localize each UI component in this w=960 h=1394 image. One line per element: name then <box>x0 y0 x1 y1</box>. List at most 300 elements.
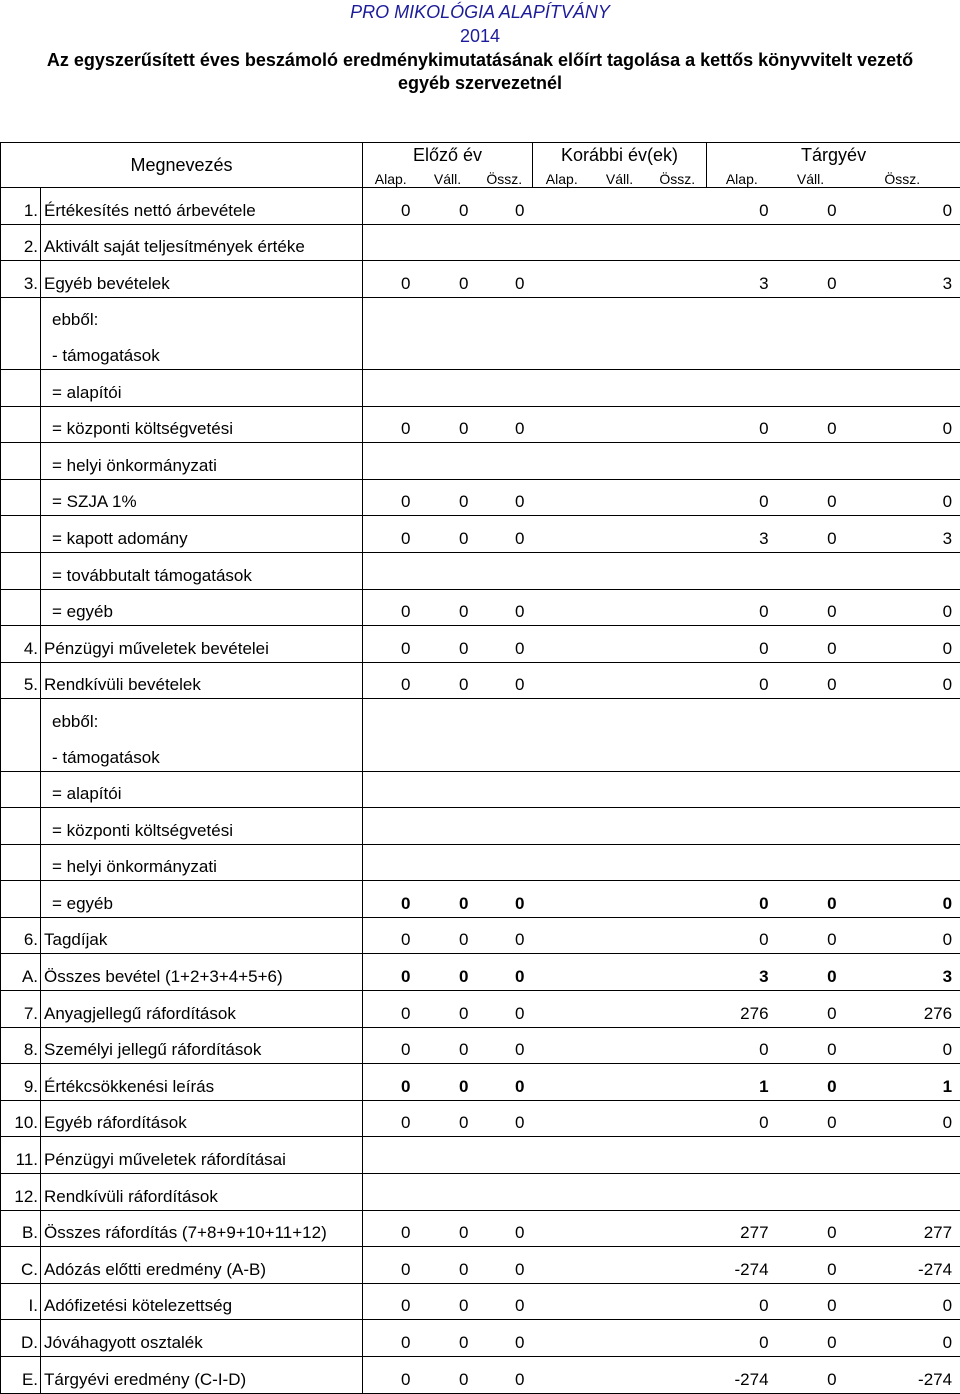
table-row <box>1 1027 960 1064</box>
row-label: Pénzügyi műveletek bevételei <box>41 626 363 663</box>
value-cell: 0 <box>419 1100 477 1137</box>
table-row <box>1 261 960 298</box>
value-cell: 0 <box>845 1100 960 1137</box>
row-index: 10. <box>1 1100 41 1137</box>
value-cell <box>477 1137 533 1174</box>
value-cell: 0 <box>419 406 477 443</box>
value-cell: 0 <box>777 917 845 954</box>
value-cell: 0 <box>777 954 845 991</box>
value-cell: 0 <box>777 1100 845 1137</box>
value-cell <box>591 479 649 516</box>
value-cell <box>649 552 707 589</box>
value-cell: 0 <box>419 516 477 553</box>
value-cell <box>533 1027 591 1064</box>
value-cell <box>533 662 591 699</box>
value-cell <box>845 297 960 333</box>
value-cell: 0 <box>363 626 419 663</box>
value-cell <box>363 699 419 735</box>
value-cell <box>533 406 591 443</box>
value-cell <box>649 406 707 443</box>
value-cell: 0 <box>419 1210 477 1247</box>
value-cell: 0 <box>777 1247 845 1284</box>
value-cell <box>477 1174 533 1211</box>
value-cell <box>533 699 591 735</box>
value-cell: 0 <box>419 991 477 1028</box>
value-cell: 0 <box>477 954 533 991</box>
value-cell: 0 <box>845 1320 960 1357</box>
value-cell <box>707 552 777 589</box>
value-cell <box>363 844 419 881</box>
value-cell: 0 <box>419 662 477 699</box>
value-cell <box>649 1137 707 1174</box>
value-cell <box>845 224 960 261</box>
value-cell: 0 <box>477 1064 533 1101</box>
row-index <box>1 808 41 845</box>
table-row <box>1 1064 960 1101</box>
value-cell: -274 <box>845 1357 960 1394</box>
table-row <box>1 1357 960 1394</box>
value-cell: 0 <box>363 917 419 954</box>
row-label: Összes bevétel (1+2+3+4+5+6) <box>41 954 363 991</box>
value-cell <box>419 552 477 589</box>
row-index <box>1 589 41 626</box>
value-cell: 0 <box>777 589 845 626</box>
value-cell: 0 <box>363 1357 419 1394</box>
table-row <box>1 771 960 808</box>
value-cell <box>777 771 845 808</box>
value-cell: 277 <box>707 1210 777 1247</box>
value-cell: 0 <box>707 406 777 443</box>
value-cell <box>707 808 777 845</box>
row-index <box>1 735 41 771</box>
value-cell <box>419 771 477 808</box>
value-cell: 0 <box>363 516 419 553</box>
value-cell <box>477 297 533 333</box>
row-index: 4. <box>1 626 41 663</box>
value-cell: 3 <box>707 261 777 298</box>
row-label: Értékcsökkenési leírás <box>41 1064 363 1101</box>
value-cell <box>649 1027 707 1064</box>
value-cell <box>591 662 649 699</box>
value-cell <box>707 224 777 261</box>
value-cell <box>591 808 649 845</box>
value-cell: 0 <box>777 479 845 516</box>
table-row <box>1 954 960 991</box>
value-cell <box>591 297 649 333</box>
value-cell <box>477 443 533 480</box>
value-cell <box>707 333 777 369</box>
value-cell <box>591 1247 649 1284</box>
table-row <box>1 881 960 918</box>
row-index: 7. <box>1 991 41 1028</box>
value-cell <box>649 188 707 225</box>
value-cell <box>649 771 707 808</box>
row-index <box>1 406 41 443</box>
value-cell: 0 <box>777 261 845 298</box>
group-header-previous-year: Előző év <box>363 143 533 167</box>
value-cell: 0 <box>777 881 845 918</box>
value-cell <box>533 297 591 333</box>
value-cell <box>533 261 591 298</box>
value-cell <box>363 297 419 333</box>
value-cell <box>419 369 477 406</box>
value-cell <box>533 369 591 406</box>
value-cell: 0 <box>477 406 533 443</box>
value-cell <box>707 297 777 333</box>
value-cell <box>707 369 777 406</box>
table-row <box>1 662 960 699</box>
value-cell: 0 <box>845 589 960 626</box>
value-cell <box>591 516 649 553</box>
value-cell <box>591 881 649 918</box>
value-cell <box>649 1357 707 1394</box>
value-cell: 0 <box>419 954 477 991</box>
value-cell: 0 <box>363 954 419 991</box>
value-cell <box>707 699 777 735</box>
row-label: Adófizetési kötelezettség <box>41 1283 363 1320</box>
value-cell <box>649 991 707 1028</box>
table-row <box>1 369 960 406</box>
row-index: 8. <box>1 1027 41 1064</box>
table-row <box>1 589 960 626</box>
row-index: 12. <box>1 1174 41 1211</box>
value-cell: 0 <box>419 881 477 918</box>
value-cell <box>363 369 419 406</box>
value-cell: 276 <box>707 991 777 1028</box>
value-cell: 276 <box>845 991 960 1028</box>
row-index: 6. <box>1 917 41 954</box>
value-cell: 0 <box>363 406 419 443</box>
value-cell <box>533 1357 591 1394</box>
group-header-earlier-years: Korábbi év(ek) <box>533 143 707 167</box>
value-cell: 0 <box>707 881 777 918</box>
value-cell <box>845 771 960 808</box>
value-cell <box>707 844 777 881</box>
row-label: ebből: <box>41 297 363 333</box>
value-cell <box>845 844 960 881</box>
value-cell <box>707 1137 777 1174</box>
value-cell <box>845 1174 960 1211</box>
value-cell <box>533 188 591 225</box>
value-cell <box>649 1064 707 1101</box>
value-cell <box>649 516 707 553</box>
value-cell <box>777 224 845 261</box>
value-cell: 0 <box>477 662 533 699</box>
value-cell: 0 <box>477 1247 533 1284</box>
row-label: = továbbutalt támogatások <box>41 552 363 589</box>
value-cell: 3 <box>707 954 777 991</box>
value-cell: 0 <box>477 479 533 516</box>
value-cell <box>591 917 649 954</box>
value-cell: 3 <box>845 261 960 298</box>
value-cell <box>419 735 477 771</box>
value-cell: 0 <box>707 1283 777 1320</box>
table-row <box>1 1283 960 1320</box>
value-cell: 0 <box>419 1320 477 1357</box>
value-cell <box>777 1137 845 1174</box>
value-cell <box>591 406 649 443</box>
table-row <box>1 1137 960 1174</box>
row-index: 9. <box>1 1064 41 1101</box>
value-cell <box>649 297 707 333</box>
subheader-ossz: Össz. <box>649 166 707 188</box>
subheader-vall: Váll. <box>591 166 649 188</box>
value-cell <box>649 626 707 663</box>
value-cell: 0 <box>477 1357 533 1394</box>
value-cell: 1 <box>845 1064 960 1101</box>
value-cell <box>777 1174 845 1211</box>
value-cell <box>649 1247 707 1284</box>
value-cell <box>363 552 419 589</box>
value-cell <box>845 552 960 589</box>
value-cell <box>591 369 649 406</box>
value-cell <box>477 844 533 881</box>
value-cell: 0 <box>477 188 533 225</box>
row-label: Tagdíjak <box>41 917 363 954</box>
value-cell: 3 <box>707 516 777 553</box>
value-cell <box>477 808 533 845</box>
value-cell <box>591 333 649 369</box>
row-label: Pénzügyi műveletek ráfordításai <box>41 1137 363 1174</box>
value-cell: 0 <box>707 1027 777 1064</box>
report-title-line2: egyéb szervezetnél <box>0 72 960 94</box>
row-index <box>1 699 41 735</box>
value-cell <box>533 1247 591 1284</box>
value-cell: 0 <box>777 1320 845 1357</box>
value-cell: -274 <box>707 1247 777 1284</box>
value-cell: 0 <box>419 1027 477 1064</box>
value-cell <box>845 369 960 406</box>
value-cell <box>845 333 960 369</box>
value-cell <box>649 261 707 298</box>
value-cell <box>591 735 649 771</box>
row-label: Egyéb ráfordítások <box>41 1100 363 1137</box>
value-cell <box>477 552 533 589</box>
value-cell: 0 <box>477 917 533 954</box>
value-cell: 0 <box>363 1100 419 1137</box>
subheader-ossz: Össz. <box>845 166 960 188</box>
value-cell <box>591 699 649 735</box>
report-title-line1: Az egyszerűsített éves beszámoló eredménykimutatásának előírt tagolása a kettős könyvvitelt vezető <box>0 49 960 71</box>
value-cell <box>363 443 419 480</box>
value-cell: 0 <box>777 626 845 663</box>
value-cell <box>649 1210 707 1247</box>
value-cell <box>533 1320 591 1357</box>
value-cell <box>477 333 533 369</box>
value-cell: 0 <box>845 626 960 663</box>
value-cell <box>419 1137 477 1174</box>
value-cell <box>533 1174 591 1211</box>
value-cell <box>649 589 707 626</box>
value-cell <box>533 626 591 663</box>
row-label: - támogatások <box>41 333 363 369</box>
value-cell: 0 <box>707 479 777 516</box>
row-index: 2. <box>1 224 41 261</box>
value-cell: 0 <box>777 406 845 443</box>
value-cell <box>649 479 707 516</box>
value-cell: 0 <box>363 1064 419 1101</box>
value-cell <box>591 844 649 881</box>
value-cell: 0 <box>477 516 533 553</box>
subheader-ossz: Össz. <box>477 166 533 188</box>
value-cell <box>777 443 845 480</box>
value-cell <box>777 333 845 369</box>
value-cell <box>649 735 707 771</box>
value-cell <box>649 662 707 699</box>
value-cell <box>591 261 649 298</box>
value-cell <box>419 443 477 480</box>
value-cell: 0 <box>363 1320 419 1357</box>
table-row <box>1 297 960 333</box>
value-cell <box>533 1137 591 1174</box>
row-label: = alapítói <box>41 771 363 808</box>
row-index <box>1 297 41 333</box>
value-cell <box>591 1320 649 1357</box>
row-label: Egyéb bevételek <box>41 261 363 298</box>
row-index <box>1 552 41 589</box>
value-cell <box>777 844 845 881</box>
value-cell: 0 <box>777 1357 845 1394</box>
table-row <box>1 443 960 480</box>
value-cell <box>591 991 649 1028</box>
value-cell <box>649 1320 707 1357</box>
table-row <box>1 735 960 771</box>
value-cell: 0 <box>419 626 477 663</box>
table-row <box>1 991 960 1028</box>
value-cell <box>363 1137 419 1174</box>
value-cell <box>363 1174 419 1211</box>
value-cell <box>777 808 845 845</box>
value-cell <box>591 589 649 626</box>
row-index: 11. <box>1 1137 41 1174</box>
value-cell: 0 <box>477 991 533 1028</box>
table-row <box>1 406 960 443</box>
row-index <box>1 333 41 369</box>
value-cell <box>649 224 707 261</box>
table-row <box>1 224 960 261</box>
value-cell <box>707 1174 777 1211</box>
value-cell <box>533 954 591 991</box>
value-cell <box>533 771 591 808</box>
value-cell <box>591 1064 649 1101</box>
value-cell <box>845 1137 960 1174</box>
value-cell <box>707 735 777 771</box>
value-cell: 0 <box>777 662 845 699</box>
value-cell <box>845 735 960 771</box>
value-cell <box>649 954 707 991</box>
value-cell <box>477 369 533 406</box>
value-cell: 0 <box>419 589 477 626</box>
value-cell: 1 <box>707 1064 777 1101</box>
row-label: = helyi önkormányzati <box>41 443 363 480</box>
value-cell <box>649 1100 707 1137</box>
value-cell: 0 <box>845 662 960 699</box>
value-cell: 0 <box>707 626 777 663</box>
value-cell: 0 <box>363 881 419 918</box>
value-cell: 0 <box>777 1283 845 1320</box>
value-cell <box>649 699 707 735</box>
row-label: Személyi jellegű ráfordítások <box>41 1027 363 1064</box>
value-cell <box>363 735 419 771</box>
value-cell: 0 <box>707 917 777 954</box>
value-cell: 0 <box>363 261 419 298</box>
row-label: = egyéb <box>41 881 363 918</box>
row-label: = helyi önkormányzati <box>41 844 363 881</box>
value-cell <box>845 808 960 845</box>
value-cell: -274 <box>845 1247 960 1284</box>
value-cell: 0 <box>845 1027 960 1064</box>
row-index: 5. <box>1 662 41 699</box>
row-index: 3. <box>1 261 41 298</box>
value-cell <box>591 552 649 589</box>
value-cell <box>533 1064 591 1101</box>
report-year: 2014 <box>0 25 960 47</box>
row-index: 1. <box>1 188 41 225</box>
table-row <box>1 1100 960 1137</box>
row-label: ebből: <box>41 699 363 735</box>
column-header-name: Megnevezés <box>1 143 363 188</box>
table-row <box>1 479 960 516</box>
value-cell <box>533 808 591 845</box>
value-cell <box>591 1357 649 1394</box>
value-cell <box>363 771 419 808</box>
value-cell <box>649 1174 707 1211</box>
value-cell: 0 <box>845 917 960 954</box>
value-cell <box>477 735 533 771</box>
value-cell <box>649 844 707 881</box>
value-cell: 0 <box>845 188 960 225</box>
value-cell <box>533 881 591 918</box>
row-label: Tárgyévi eredmény (C-I-D) <box>41 1357 363 1394</box>
value-cell <box>649 917 707 954</box>
row-index <box>1 844 41 881</box>
row-index: D. <box>1 1320 41 1357</box>
row-index <box>1 771 41 808</box>
value-cell <box>477 771 533 808</box>
value-cell <box>533 224 591 261</box>
row-label: = központi költségvetési <box>41 808 363 845</box>
row-label: - támogatások <box>41 735 363 771</box>
value-cell: 0 <box>477 881 533 918</box>
value-cell: 0 <box>419 188 477 225</box>
value-cell <box>533 844 591 881</box>
value-cell <box>419 808 477 845</box>
value-cell <box>477 224 533 261</box>
value-cell: 0 <box>363 991 419 1028</box>
value-cell <box>649 333 707 369</box>
value-cell <box>533 735 591 771</box>
value-cell <box>363 333 419 369</box>
value-cell <box>591 626 649 663</box>
row-index <box>1 443 41 480</box>
value-cell: 0 <box>419 917 477 954</box>
value-cell <box>649 808 707 845</box>
value-cell: 0 <box>777 1027 845 1064</box>
row-label: = SZJA 1% <box>41 479 363 516</box>
value-cell: 0 <box>845 1283 960 1320</box>
table-row <box>1 1320 960 1357</box>
value-cell <box>845 699 960 735</box>
value-cell <box>707 443 777 480</box>
value-cell: 0 <box>707 1320 777 1357</box>
value-cell <box>419 333 477 369</box>
value-cell <box>419 297 477 333</box>
value-cell <box>477 699 533 735</box>
table-row <box>1 626 960 663</box>
value-cell: 0 <box>477 626 533 663</box>
value-cell: 0 <box>477 1283 533 1320</box>
value-cell <box>419 844 477 881</box>
